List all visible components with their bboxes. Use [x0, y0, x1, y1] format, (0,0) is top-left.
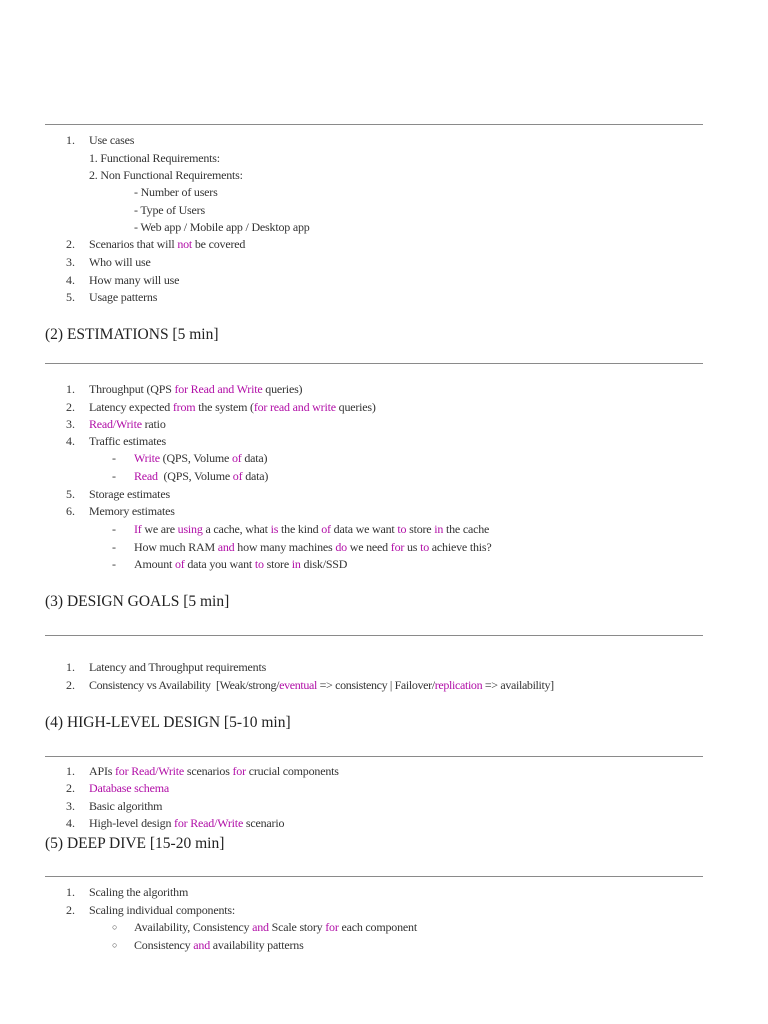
sub-list-item: If we are using a cache, what is the kind of data we want to store in the cache — [134, 522, 490, 536]
list-item: Latency and Throughput requirements — [89, 660, 267, 674]
list-item: Use cases — [89, 133, 135, 147]
list-number: 4. — [66, 434, 75, 448]
list-bullet: - — [112, 451, 116, 465]
list-number: 3. — [66, 417, 75, 431]
section-divider — [45, 756, 703, 757]
section-divider — [45, 363, 703, 364]
sub-list-item: Write (QPS, Volume of data) — [134, 451, 268, 465]
sub-list-item: 2. Non Functional Requirements: — [89, 168, 243, 182]
list-item: Scaling the algorithm — [89, 885, 189, 899]
list-number: 2. — [66, 903, 75, 917]
list-item: Memory estimates — [89, 504, 175, 518]
sub-list-item: Consistency and availability patterns — [134, 938, 304, 952]
list-bullet: - — [112, 557, 116, 571]
list-item: Basic algorithm — [89, 799, 163, 813]
list-number: 2. — [66, 781, 75, 795]
list-item: Who will use — [89, 255, 151, 269]
sub-sub-list-item: - Type of Users — [134, 203, 205, 217]
list-item: Latency expected from the system (for read and write queries) — [89, 400, 376, 414]
sub-sub-list-item: - Web app / Mobile app / Desktop app — [134, 220, 310, 234]
circle-bullet-icon: ○ — [112, 940, 118, 950]
section-divider — [45, 876, 703, 877]
section-heading-high-level-design: (4) HIGH-LEVEL DESIGN [5-10 min] — [45, 714, 291, 731]
section-heading-estimations: (2) ESTIMATIONS [5 min] — [45, 326, 219, 343]
list-item: Scaling individual components: — [89, 903, 235, 917]
list-number: 3. — [66, 255, 75, 269]
circle-bullet-icon: ○ — [112, 922, 118, 932]
list-item: Database schema — [89, 781, 169, 795]
list-number: 2. — [66, 400, 75, 414]
section-heading-design-goals: (3) DESIGN GOALS [5 min] — [45, 593, 230, 610]
list-item: Traffic estimates — [89, 434, 166, 448]
list-item: Consistency vs Availability [Weak/strong/eventual => consistency | Failover/replication => availability] — [89, 678, 554, 692]
list-number: 5. — [66, 487, 75, 501]
list-bullet: - — [112, 522, 116, 536]
list-number: 1. — [66, 660, 75, 674]
sub-list-item: Read (QPS, Volume of data) — [134, 469, 269, 483]
section-divider — [45, 124, 703, 125]
list-number: 3. — [66, 799, 75, 813]
list-number: 4. — [66, 816, 75, 830]
sub-list-item: Amount of data you want to store in disk/SSD — [134, 557, 348, 571]
list-item: APIs for Read/Write scenarios for crucial components — [89, 764, 339, 778]
section-divider — [45, 635, 703, 636]
sub-sub-list-item: - Number of users — [134, 185, 218, 199]
list-number: 5. — [66, 290, 75, 304]
sub-list-item: Availability, Consistency and Scale story for each component — [134, 920, 417, 934]
list-item: Read/Write ratio — [89, 417, 166, 431]
list-number: 1. — [66, 885, 75, 899]
list-number: 1. — [66, 133, 75, 147]
list-item: Usage patterns — [89, 290, 158, 304]
list-item: Scenarios that will not be covered — [89, 237, 246, 251]
list-number: 2. — [66, 237, 75, 251]
list-item: Throughput (QPS for Read and Write queries) — [89, 382, 303, 396]
list-number: 1. — [66, 764, 75, 778]
list-number: 6. — [66, 504, 75, 518]
sub-list-item: How much RAM and how many machines do we need for us to achieve this? — [134, 540, 492, 554]
list-bullet: - — [112, 469, 116, 483]
list-number: 4. — [66, 273, 75, 287]
list-number: 1. — [66, 382, 75, 396]
list-number: 2. — [66, 678, 75, 692]
sub-list-item: 1. Functional Requirements: — [89, 151, 220, 165]
list-item: How many will use — [89, 273, 180, 287]
list-item: High-level design for Read/Write scenario — [89, 816, 285, 830]
list-item: Storage estimates — [89, 487, 170, 501]
list-bullet: - — [112, 540, 116, 554]
section-heading-deep-dive: (5) DEEP DIVE [15-20 min] — [45, 835, 225, 852]
